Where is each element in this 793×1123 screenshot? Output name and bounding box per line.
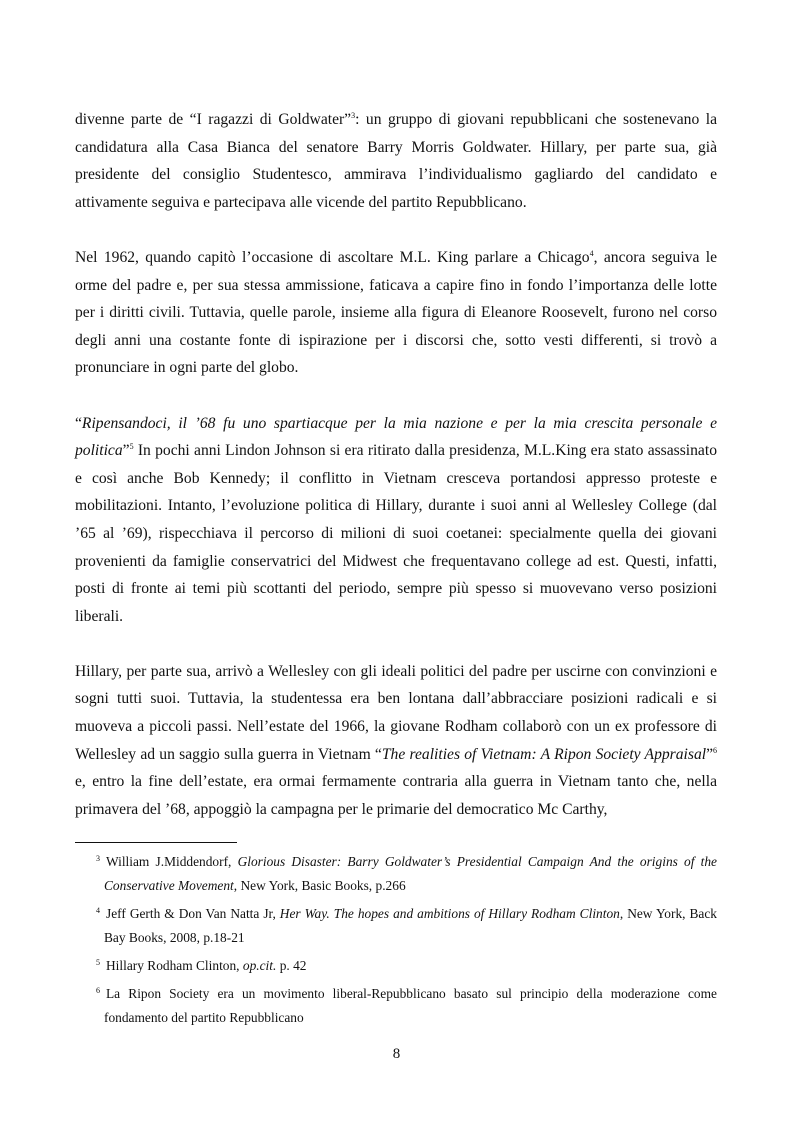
text-run: , New York, Back Bay Books, 2008, p.18-21 [104, 906, 718, 945]
text-run: La Ripon Society era un movimento liberal-Repubblicano basato sul principio della moderazione come fondamento del partito Repubblicano [104, 986, 717, 1025]
paragraph [75, 244, 717, 382]
footnote [75, 954, 717, 978]
body-text [75, 106, 717, 851]
text-run: “ [75, 414, 82, 432]
text-run: , ancora seguiva le orme del padre e, per sua stessa ammissione, faticava a capire fino in fondo l’importanza delle lotte per i diritti civili. Tuttavia, quelle parole, insieme alla figura di Eleanore Roosevelt, furono nel corso degli anni una costante fonte di ispirazione per i discorsi che, sotto vesti differenti, si trovò a pronunciare in ogni parte del globo. [75, 248, 717, 377]
text-run: , New York, Basic Books, p.266 [233, 878, 406, 893]
italic-text: op.cit. [242, 958, 277, 973]
footnote-number: 5 [96, 958, 100, 967]
footnote-ref: 6 [713, 745, 717, 755]
text-run: p. 42 [276, 958, 307, 973]
footnote-ref: 3 [351, 111, 356, 120]
footnote [75, 982, 717, 1030]
text-run: William J.Middendorf, [106, 854, 238, 869]
text-run: : un gruppo di giovani repubblicani che sostenevano la candidatura alla Casa Bianca del senatore Barry Morris Goldwater. Hillary, per parte sua, già presidente del consiglio Studentesco, ammirava l’individualismo gagliardo del candidato e attivamente seguiva e partecipava alle vicende del partito Repubblicano. [75, 111, 717, 211]
text-run: e, entro la fine dell’estate, era ormai fermamente contraria alla guerra in Vietnam tanto che, nella primavera del ’68, appoggiò la campagna per le primarie del democratico Mc Carthy, [75, 773, 717, 818]
footnote [75, 850, 717, 898]
text-run: Hillary Rodham Clinton, [106, 958, 243, 973]
italic-text: Glorious Disaster: Barry Goldwater’s Presidential Campaign And the origins of the Conservative Movement [104, 854, 717, 893]
text-run: Hillary, per parte sua, arrivò a Wellesley con gli ideali politici del padre per uscirne con convinzioni e sogni tutti suoi. Tuttavia, la studentessa era ben lontana dall’abbracciare posizioni radicali e si muoveva a piccoli passi. Nell’estate del 1966, la giovane Rodham collaborò con un ex professore di Wellesley ad un saggio sulla guerra in Vietnam “ [75, 662, 717, 763]
paragraph [75, 658, 717, 824]
italic-text: The realities of Vietnam: A Ripon Society Appraisal [381, 745, 707, 763]
paragraph [75, 106, 717, 216]
text-run: Jeff Gerth & Don Van Natta Jr, [106, 906, 280, 921]
footnote-ref: 4 [589, 248, 594, 258]
footnote-number: 3 [96, 854, 100, 863]
italic-text: Ripensandoci, il ’68 fu uno spartiacque per la mia nazione e per la mia crescita personale e politica [75, 414, 717, 460]
page-number: 8 [392, 1046, 401, 1062]
footnote [75, 902, 717, 950]
footnote-ref: 5 [129, 442, 134, 452]
footnotes [75, 850, 717, 1034]
text-run: divenne parte de “I ragazzi di Goldwater” [75, 111, 352, 128]
italic-text: Her Way. The hopes and ambitions of Hillary Rodham Clinton [279, 906, 620, 921]
text-run: ” [122, 442, 130, 460]
text-run: Nel 1962, quando capitò l’occasione di ascoltare M.L. King parlare a Chicago [75, 248, 590, 266]
text-run: In pochi anni Lindon Johnson si era ritirato dalla presidenza, M.L.King era stato assassinato e così anche Bob Kennedy; il conflitto in Vietnam cresceva portandosi appresso proteste e mobilitazioni. Intanto, l’evoluzione politica di Hillary, durante i suoi anni al Wellesley College (dal ’65 al ’69), rispecchiava il percorso di milioni di suoi coetanei: specialmente quella dei giovani provenienti da famiglie conservatrici del Midwest che frequentavano college ad est. Questi, infatti, posti di fronte ai temi più scottanti del periodo, sempre più spesso si muovevano verso posizioni liberali. [75, 442, 717, 625]
footnote-separator [75, 842, 237, 843]
text-run: ” [706, 745, 713, 763]
footnote-number: 6 [96, 986, 100, 995]
paragraph [75, 410, 717, 631]
footnote-number: 4 [96, 906, 100, 915]
